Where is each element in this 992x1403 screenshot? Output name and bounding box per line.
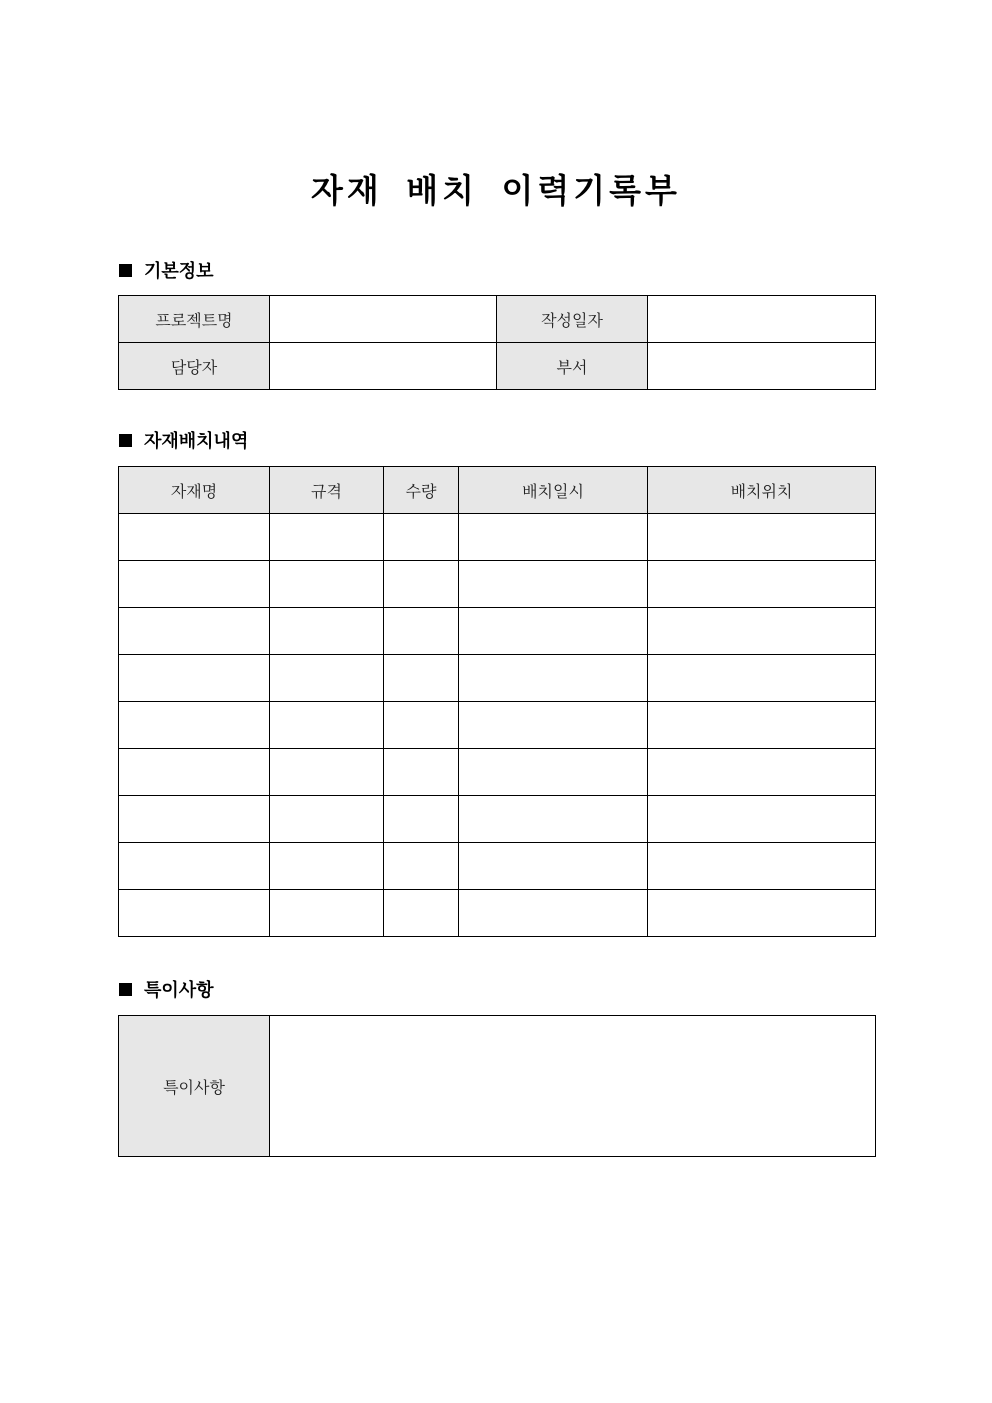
section-heading-placement: [119, 427, 248, 453]
placement-datetime-cell[interactable]: [459, 749, 648, 796]
table-row: [119, 608, 876, 655]
placement-header-row: [119, 467, 876, 514]
spec-cell[interactable]: [270, 843, 384, 890]
placement-datetime-cell[interactable]: [459, 514, 648, 561]
spec-cell[interactable]: [270, 702, 384, 749]
section-heading-placement-label: 자재배치내역: [144, 431, 249, 452]
written-date-field[interactable]: [648, 296, 876, 343]
square-bullet-icon: [119, 264, 132, 277]
table-row: [119, 796, 876, 843]
department-label: 부서: [497, 343, 648, 390]
material-name-cell[interactable]: [119, 514, 270, 561]
column-header-material-name: 자재명: [119, 467, 270, 514]
notes-label: 특이사항: [119, 1016, 270, 1157]
section-heading-notes-label: 특이사항: [144, 980, 214, 1001]
manager-field[interactable]: [270, 343, 497, 390]
placement-datetime-cell[interactable]: [459, 655, 648, 702]
placement-datetime-cell[interactable]: [459, 702, 648, 749]
placement-location-cell[interactable]: [648, 655, 876, 702]
quantity-cell[interactable]: [384, 749, 459, 796]
spec-cell[interactable]: [270, 655, 384, 702]
column-header-spec: 규격: [270, 467, 384, 514]
quantity-cell[interactable]: [384, 843, 459, 890]
square-bullet-icon: [119, 434, 132, 447]
basic-info-row: [119, 296, 876, 343]
spec-cell[interactable]: [270, 561, 384, 608]
quantity-cell[interactable]: [384, 796, 459, 843]
table-row: [119, 749, 876, 796]
column-header-quantity: 수량: [384, 467, 459, 514]
placement-location-cell[interactable]: [648, 796, 876, 843]
placement-datetime-cell[interactable]: [459, 561, 648, 608]
placement-location-cell[interactable]: [648, 890, 876, 937]
material-name-cell[interactable]: [119, 702, 270, 749]
project-name-field[interactable]: [270, 296, 497, 343]
material-name-cell[interactable]: [119, 608, 270, 655]
material-name-cell[interactable]: [119, 561, 270, 608]
spec-cell[interactable]: [270, 796, 384, 843]
department-field[interactable]: [648, 343, 876, 390]
quantity-cell[interactable]: [384, 890, 459, 937]
section-heading-basic-label: 기본정보: [144, 261, 214, 282]
quantity-cell[interactable]: [384, 655, 459, 702]
column-header-placement-datetime: 배치일시: [459, 467, 648, 514]
section-heading-basic: [119, 257, 214, 283]
material-name-cell[interactable]: [119, 843, 270, 890]
quantity-cell[interactable]: [384, 514, 459, 561]
spec-cell[interactable]: [270, 514, 384, 561]
section-heading-notes: [119, 976, 214, 1002]
placement-datetime-cell[interactable]: [459, 608, 648, 655]
material-name-cell[interactable]: [119, 890, 270, 937]
square-bullet-icon: [119, 983, 132, 996]
spec-cell[interactable]: [270, 749, 384, 796]
placement-datetime-cell[interactable]: [459, 796, 648, 843]
spec-cell[interactable]: [270, 890, 384, 937]
material-name-cell[interactable]: [119, 749, 270, 796]
material-name-cell[interactable]: [119, 796, 270, 843]
notes-row: [119, 1016, 876, 1157]
written-date-label: 작성일자: [497, 296, 648, 343]
basic-info-row: [119, 343, 876, 390]
placement-datetime-cell[interactable]: [459, 890, 648, 937]
notes-field[interactable]: [270, 1016, 876, 1157]
notes-table: [118, 1015, 876, 1157]
placement-location-cell[interactable]: [648, 843, 876, 890]
placement-location-cell[interactable]: [648, 702, 876, 749]
table-row: [119, 843, 876, 890]
column-header-placement-location: 배치위치: [648, 467, 876, 514]
manager-label: 담당자: [119, 343, 270, 390]
project-name-label: 프로젝트명: [119, 296, 270, 343]
placement-location-cell[interactable]: [648, 749, 876, 796]
material-name-cell[interactable]: [119, 655, 270, 702]
document-title: 자재 배치 이력기록부: [311, 171, 681, 210]
placement-table: [118, 466, 876, 937]
quantity-cell[interactable]: [384, 561, 459, 608]
table-row: [119, 514, 876, 561]
basic-info-table: [118, 295, 876, 390]
table-row: [119, 890, 876, 937]
quantity-cell[interactable]: [384, 702, 459, 749]
placement-location-cell[interactable]: [648, 561, 876, 608]
table-row: [119, 561, 876, 608]
placement-location-cell[interactable]: [648, 514, 876, 561]
placement-datetime-cell[interactable]: [459, 843, 648, 890]
table-row: [119, 655, 876, 702]
quantity-cell[interactable]: [384, 608, 459, 655]
placement-location-cell[interactable]: [648, 608, 876, 655]
spec-cell[interactable]: [270, 608, 384, 655]
table-row: [119, 702, 876, 749]
